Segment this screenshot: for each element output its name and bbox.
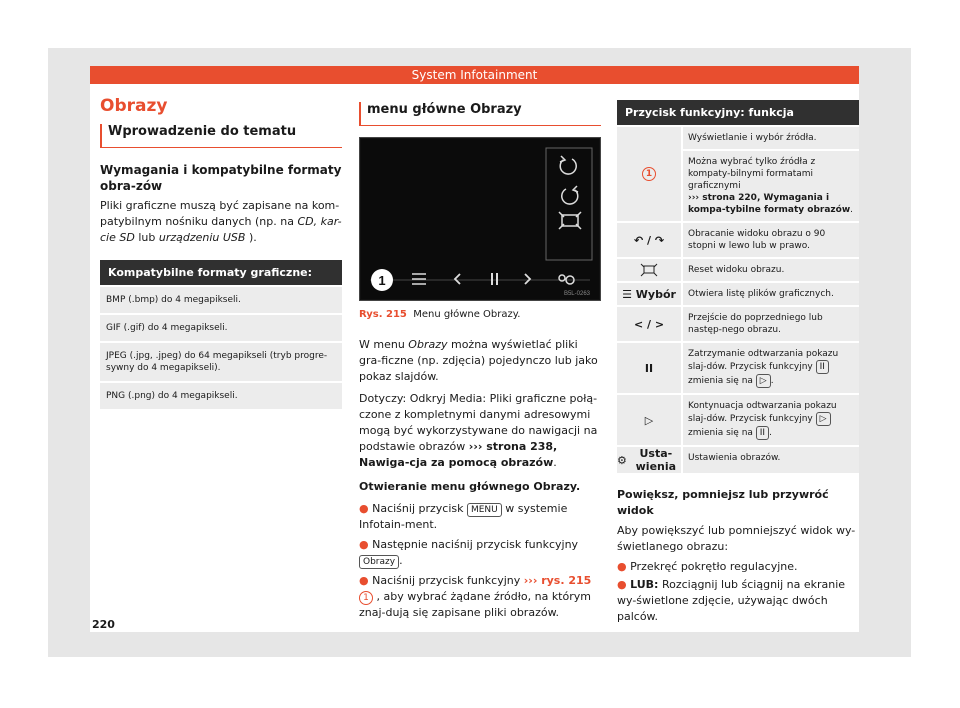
function-desc: Zatrzymanie odtwarzania pokazu slaj-dów. Przycisk funkcyjny II zmienia się na ▷ .	[683, 343, 859, 393]
function-row-settings	[617, 447, 859, 473]
infotainment-screen-figure	[359, 137, 601, 301]
function-row-rotate	[617, 223, 859, 257]
function-desc: Przejście do poprzedniego lub następ-nego obrazu.	[683, 307, 859, 341]
page-number: 220	[92, 618, 115, 631]
function-table-heading: Przycisk funkcyjny: funkcja	[617, 100, 859, 125]
discover-media-paragraph: Dotyczy: Odkryj Media: Pliki graficzne połą-czone z kompletnymi danymi adresowymi mogą być wykorzystywane do nawigacji na podstawie obrazów ››› strona 238, Nawiga-cja za pomocą obrazów.	[359, 392, 598, 469]
callout-marker-label: 1	[378, 273, 386, 288]
function-row-select	[617, 283, 859, 305]
format-row-bmp: BMP (.bmp) do 4 megapikseli.	[100, 287, 342, 313]
function-row-pause	[617, 343, 859, 393]
function-desc: Można wybrać tylko źródła z kompaty-bilnymi formatami graficznymi ››› strona 220, Wymagania i kompa-tybilne formaty obrazów.	[683, 151, 859, 221]
settings-icon-label: ⚙ Usta-wienia	[617, 447, 681, 473]
function-table	[617, 127, 859, 473]
function-desc: Wyświetlanie i wybór źródła.	[683, 127, 859, 149]
list-icon-label: ☰ Wybór	[617, 283, 681, 305]
rotate-icons: ↶ / ↷	[617, 223, 681, 257]
page-title: Obrazy	[100, 96, 168, 116]
section-subtitle: Wprowadzenie do tematu	[100, 124, 342, 148]
play-icon: ▷	[617, 395, 681, 445]
function-desc: Ustawienia obrazów.	[683, 447, 859, 473]
figure-code: B5L-0263	[563, 291, 590, 297]
function-row-navigate	[617, 307, 859, 341]
formats-table	[100, 260, 342, 409]
section-header: System Infotainment	[90, 66, 859, 84]
function-row-source	[617, 127, 859, 221]
format-row-png: PNG (.png) do 4 megapikseli.	[100, 383, 342, 409]
column-left	[100, 96, 342, 409]
function-desc: Obracanie widoku obrazu o 90 stopni w lewo lub w prawo.	[683, 223, 859, 257]
zoom-bullet-1: ● Przekręć pokrętło regulacyjne.	[617, 560, 798, 573]
column-middle	[359, 96, 601, 621]
format-row-gif: GIF (.gif) do 4 megapikseli.	[100, 315, 342, 341]
step-3: ● Naciśnij przycisk funkcyjny ››› rys. 215 1 , aby wybrać żądane źródło, na którym znaj-dują się zapisane pliki obrazów.	[359, 574, 592, 619]
intro-paragraph: W menu Obrazy można wyświetlać pliki gra-ficzne (np. zdjęcia) pojedynczo lub jako pokaz slajdów.	[359, 338, 598, 383]
step-1: ● Naciśnij przycisk MENU w systemie Infotain-ment.	[359, 502, 568, 531]
function-desc: Reset widoku obrazu.	[683, 259, 859, 281]
zoom-bullet-2: ● LUB: Rozciągnij lub ściągnij na ekranie wy-świetlone zdjęcie, używając dwóch palców.	[617, 578, 846, 623]
function-desc: Otwiera listę plików graficznych.	[683, 283, 859, 305]
pause-icon: II	[617, 343, 681, 393]
screen-illustration	[360, 138, 600, 300]
reset-view-icon	[617, 259, 681, 281]
formats-table-heading: Kompatybilne formaty graficzne:	[100, 260, 342, 285]
figure-reference-link[interactable]: ››› rys. 215	[523, 574, 592, 587]
obrazy-button-label: Obrazy	[359, 555, 399, 569]
figure-caption: Rys. 215 Menu główne Obrazy.	[359, 309, 521, 320]
callout-number: 1	[359, 591, 373, 605]
function-row-play	[617, 395, 859, 445]
menu-button-label: MENU	[467, 503, 502, 517]
requirements-text: Pliki graficzne muszą być zapisane na kom-patybilnym nośniku danych (np. na CD, kar-cie SD lub urządzeniu USB ).	[100, 199, 342, 244]
zoom-text: Aby powiększyć lub pomniejszyć widok wy-świetlanego obrazu:	[617, 524, 856, 553]
open-menu-heading: Otwieranie menu głównego Obrazy.	[359, 480, 581, 493]
navigation-reference-link[interactable]: ››› strona 238, Nawiga-cja za pomocą obrazów	[359, 440, 558, 469]
format-row-jpeg: JPEG (.jpg, .jpeg) do 64 megapikseli (tryb progre-sywny do 4 megapikseli).	[100, 343, 342, 381]
callout-number: 1	[642, 167, 656, 181]
prev-next-icons: < / >	[617, 307, 681, 341]
function-row-reset	[617, 259, 859, 281]
column-right	[617, 100, 859, 625]
requirements-heading: Wymagania i kompatybilne formaty obra-zów	[100, 163, 342, 193]
step-2: ● Następnie naciśnij przycisk funkcyjny Obrazy .	[359, 538, 579, 567]
section-heading: menu główne Obrazy	[359, 102, 601, 126]
function-desc: Kontynuacja odtwarzania pokazu slaj-dów. Przycisk funkcyjny ▷ zmienia się na II .	[683, 395, 859, 445]
zoom-heading: Powiększ, pomniejsz lub przywróć widok	[617, 488, 829, 517]
